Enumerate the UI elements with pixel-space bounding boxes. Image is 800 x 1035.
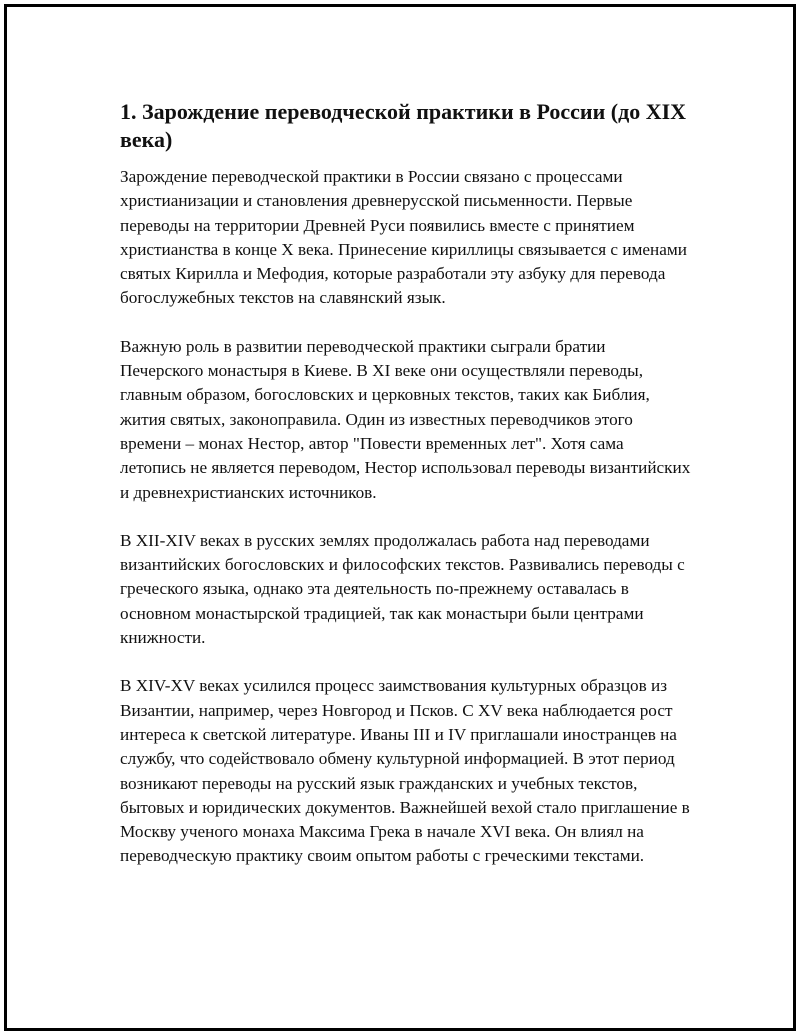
section-heading: 1. Зарождение переводческой практики в России (до XIX века): [120, 99, 687, 152]
paragraph-1: Зарождение переводческой практики в России связано с процессами христианизации и становления древнерусской письменности. Первые переводы на территории Древней Руси появились вместе с принятием христианства в конце X века. Принесение кириллицы связывается с именами святых Кирилла и Мефодия, которые разработали эту азбуку для перевода богослужебных текстов на славянский язык.: [120, 167, 687, 308]
document-page: [4, 4, 796, 1031]
paragraph-3: В XII-XIV веках в русских землях продолжалась работа над переводами византийских богословских и философских текстов. Развивались переводы с греческого языка, однако эта деятельность по-прежнему оставалась в основном монастырской традицией, так как монастыри были центрами книжности.: [120, 530, 685, 648]
paragraph-2: Важную роль в развитии переводческой практики сыграли братии Печерского монастыря в Киеве. В XI веке они осуществляли переводы, главным образом, богословских и церковных текстов, таких как Библия, жития святых, законоправила. Один из известных переводчиков этого времени – монах Нестор, автор "Повести временных лет". Хотя сама летопись не является переводом, Нестор использовал переводы византийских и древнехристианских источников.: [120, 336, 691, 502]
paragraph-4: В XIV-XV веках усилился процесс заимствования культурных образцов из Византии, например, через Новгород и Псков. С XV века наблюдается рост интереса к светской литературе. Иваны III и IV приглашали иностранцев на службу, что содействовало обмену культурной информацией. В этот период возникают переводы на русский язык гражданских и учебных текстов, бытовых и юридических документов. Важнейшей вехой стало приглашение в Москву ученого монаха Максима Грека в начале XVI века. Он влиял на переводческую практику своим опытом работы с греческими текстами.: [120, 676, 690, 866]
document-body: [120, 98, 692, 869]
